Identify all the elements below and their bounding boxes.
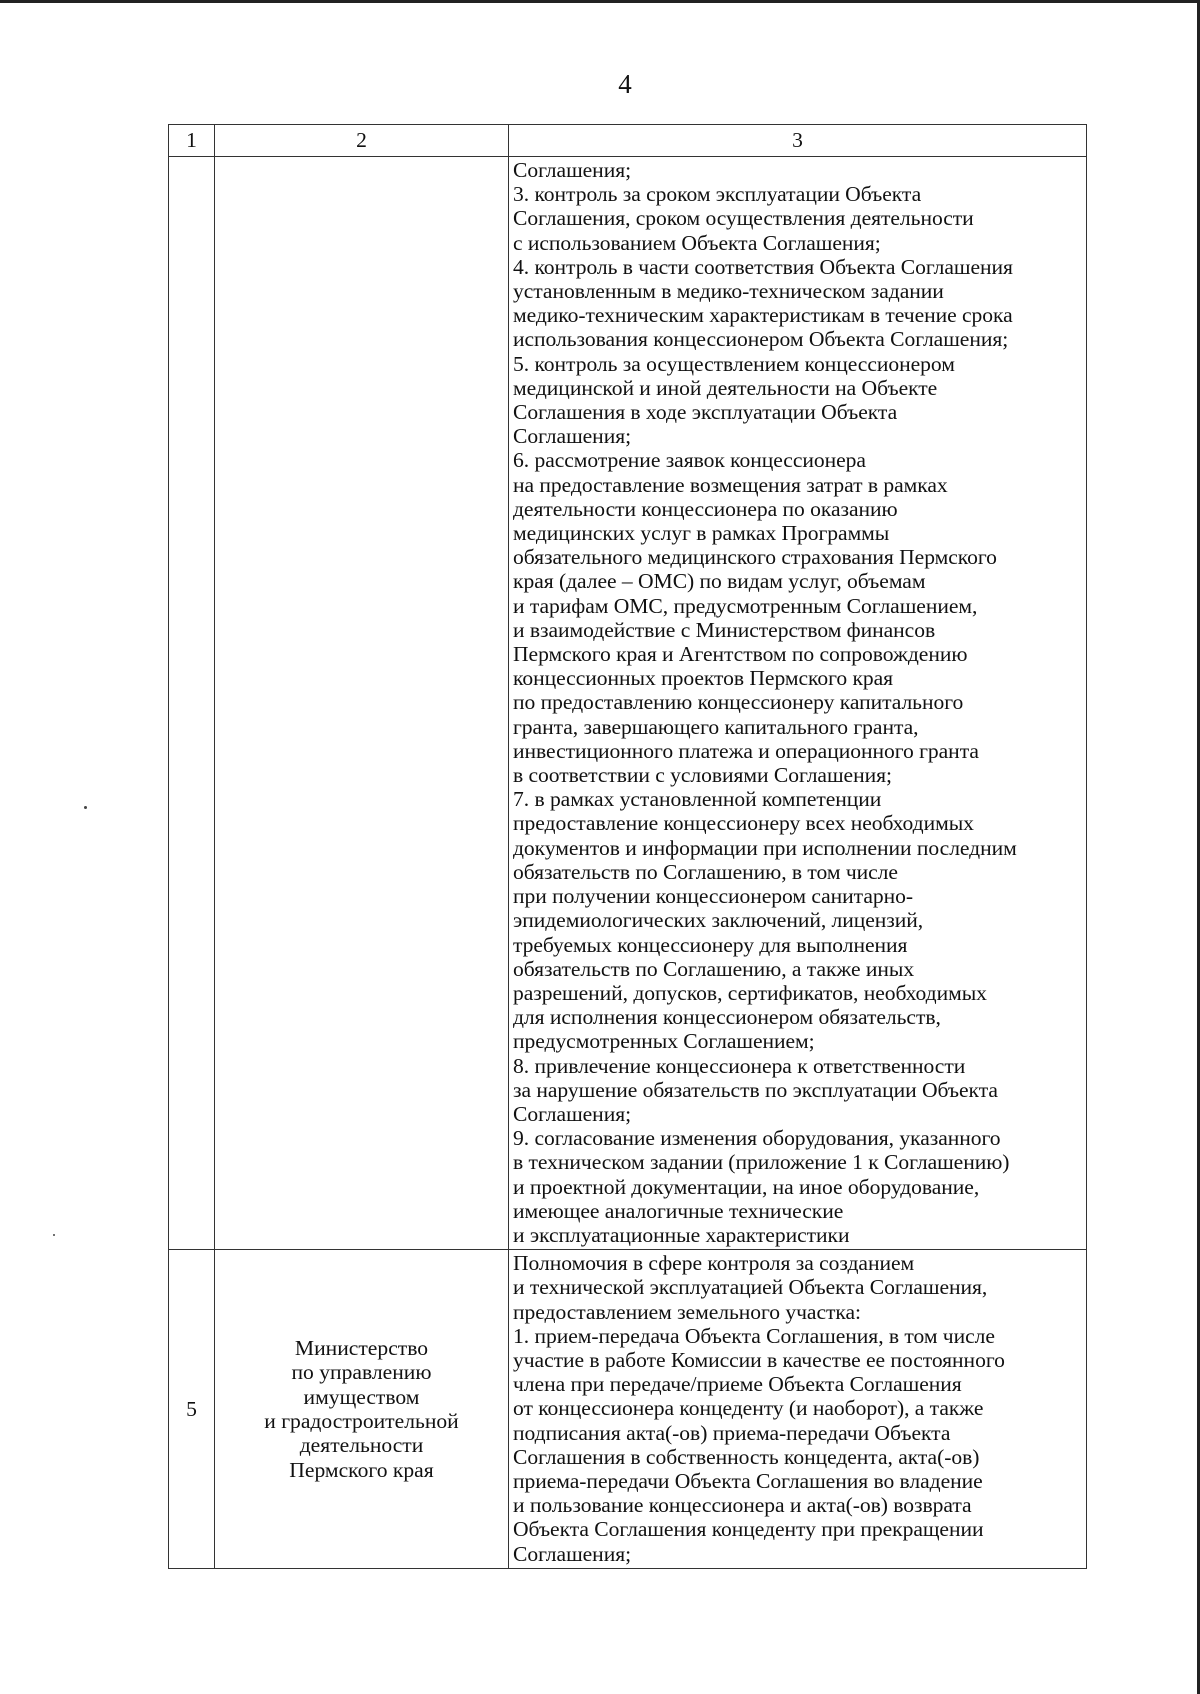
text-line: Соглашения; — [513, 158, 632, 182]
authorities-text-cell — [509, 157, 1087, 1250]
text-line: и технической эксплуатацией Объекта Соглашения, — [513, 1275, 988, 1300]
text-line: и эксплуатационные характеристики — [513, 1222, 850, 1247]
text-line: с использованием Объекта Соглашения; — [513, 230, 881, 255]
text-line: и взаимодействие с Министерством финансов — [513, 617, 936, 642]
text-line: в соответствии с условиями Соглашения; — [513, 763, 892, 788]
text-line: при получении концессионером санитарно- — [513, 884, 914, 909]
row-number-cell — [169, 157, 215, 1250]
text-line: документов и информации при исполнении последним — [513, 835, 1017, 860]
text-line: медико-техническим характеристикам в течение срока — [513, 303, 1013, 328]
text-line: 9. согласование изменения оборудования, указанного — [513, 1126, 1001, 1151]
text-line: подписания акта(-ов) приема-передачи Объекта — [513, 1420, 951, 1445]
page-number: 4 — [618, 69, 632, 99]
text-line: на предоставление возмещения затрат в рамках — [513, 472, 948, 497]
text-line: установленным в медико-техническом задании — [513, 279, 944, 304]
text-line: гранта, завершающего капитального гранта, — [513, 714, 919, 739]
text-line: 4. контроль в части соответствия Объекта Соглашения — [513, 254, 1013, 279]
row-number-cell: 5 — [169, 1250, 215, 1569]
header-col-2: 2 — [215, 125, 509, 157]
text-line: Министерство — [294, 1335, 429, 1360]
text-line: за нарушение обязательств по эксплуатации Объекта — [513, 1077, 998, 1102]
text-line: медицинских услуг в рамках Программы — [513, 521, 890, 546]
text-line: предоставлением земельного участка: — [513, 1299, 861, 1324]
text-line: 6. рассмотрение заявок концессионера — [513, 448, 866, 473]
text-line: члена при передаче/приеме Объекта Соглашения — [513, 1372, 962, 1397]
organization-cell — [215, 157, 509, 1250]
header-col-3: 3 — [509, 125, 1087, 157]
header-col-1: 1 — [169, 125, 215, 157]
text-line: Полномочия в сфере контроля за созданием — [513, 1251, 915, 1276]
text-line: и проектной документации, на иное оборудование, — [513, 1174, 980, 1199]
table-header-row — [169, 125, 1087, 157]
text-line: края (далее – ОМС) по видам услуг, объемам — [513, 569, 926, 594]
scan-edge-top — [0, 0, 1200, 3]
scan-speck — [53, 1234, 55, 1236]
text-line: предоставление концессионеру всех необходимых — [513, 811, 974, 836]
text-line: концессионных проектов Пермского края — [513, 666, 894, 691]
authorities-text-cell — [509, 1250, 1087, 1569]
text-line: для исполнения концессионером обязательств, — [513, 1005, 941, 1030]
text-line: 7. в рамках установленной компетенции — [513, 787, 882, 812]
text-line: Соглашения; — [513, 1541, 632, 1566]
text-line: по предоставлению концессионеру капитального — [513, 690, 964, 715]
scan-speck — [84, 806, 87, 809]
text-line: обязательств по Соглашению, а также иных — [513, 956, 915, 981]
table-row — [169, 1250, 1087, 1569]
text-line: Пермского края и Агентством по сопровождению — [513, 642, 968, 667]
text-line: обязательств по Соглашению, в том числе — [513, 859, 898, 884]
text-line: Соглашения в ходе эксплуатации Объекта — [513, 400, 898, 425]
text-line: обязательного медицинского страхования Пермского — [513, 545, 997, 570]
text-line: по управлению — [291, 1360, 432, 1385]
organization-cell — [215, 1250, 509, 1569]
text-line: и тарифам ОМС, предусмотренным Соглашением, — [513, 593, 978, 618]
text-line: медицинской и иной деятельности на Объекте — [513, 375, 938, 400]
text-line: имуществом — [303, 1384, 420, 1409]
text-line: требуемых концессионеру для выполнения — [513, 932, 908, 957]
text-line: 5. контроль за осуществлением концессионером — [513, 351, 955, 376]
text-line: от концессионера концеденту (и наоборот), а также — [513, 1396, 984, 1421]
text-line: деятельности — [299, 1433, 424, 1458]
text-line: инвестиционного платежа и операционного гранта — [513, 738, 979, 763]
text-line: и пользование концессионера и акта(-ов) возврата — [513, 1493, 972, 1518]
text-line: эпидемиологических заключений, лицензий, — [513, 908, 924, 933]
text-line: участие в работе Комиссии в качестве ее постоянного — [513, 1347, 1005, 1372]
text-line: имеющее аналогичные технические — [513, 1198, 844, 1223]
text-line: в техническом задании (приложение 1 к Соглашению) — [513, 1150, 1010, 1175]
table-row — [169, 157, 1087, 1250]
text-line: Соглашения в собственность концедента, акта(-ов) — [513, 1444, 980, 1469]
text-line: Соглашения; — [513, 1101, 632, 1126]
text-line: 3. контроль за сроком эксплуатации Объекта — [513, 182, 922, 207]
text-line: Соглашения; — [513, 424, 632, 449]
text-line: 1. прием-передача Объекта Соглашения, в том числе — [513, 1323, 995, 1348]
text-line: и градостроительной — [264, 1408, 459, 1433]
text-line: разрешений, допусков, сертификатов, необходимых — [513, 980, 987, 1005]
text-line: Объекта Соглашения концеденту при прекращении — [513, 1517, 984, 1542]
authorities-table — [168, 124, 1087, 1569]
text-line: приема-передачи Объекта Соглашения во владение — [513, 1468, 983, 1493]
text-line: деятельности концессионера по оказанию — [513, 496, 898, 521]
text-line: Соглашения, сроком осуществления деятельности — [513, 206, 974, 231]
text-line: Пермского края — [289, 1457, 434, 1482]
text-line: предусмотренных Соглашением; — [513, 1029, 815, 1054]
text-line: 8. привлечение концессионера к ответственности — [513, 1053, 966, 1078]
text-line: использования концессионером Объекта Соглашения; — [513, 327, 1009, 352]
